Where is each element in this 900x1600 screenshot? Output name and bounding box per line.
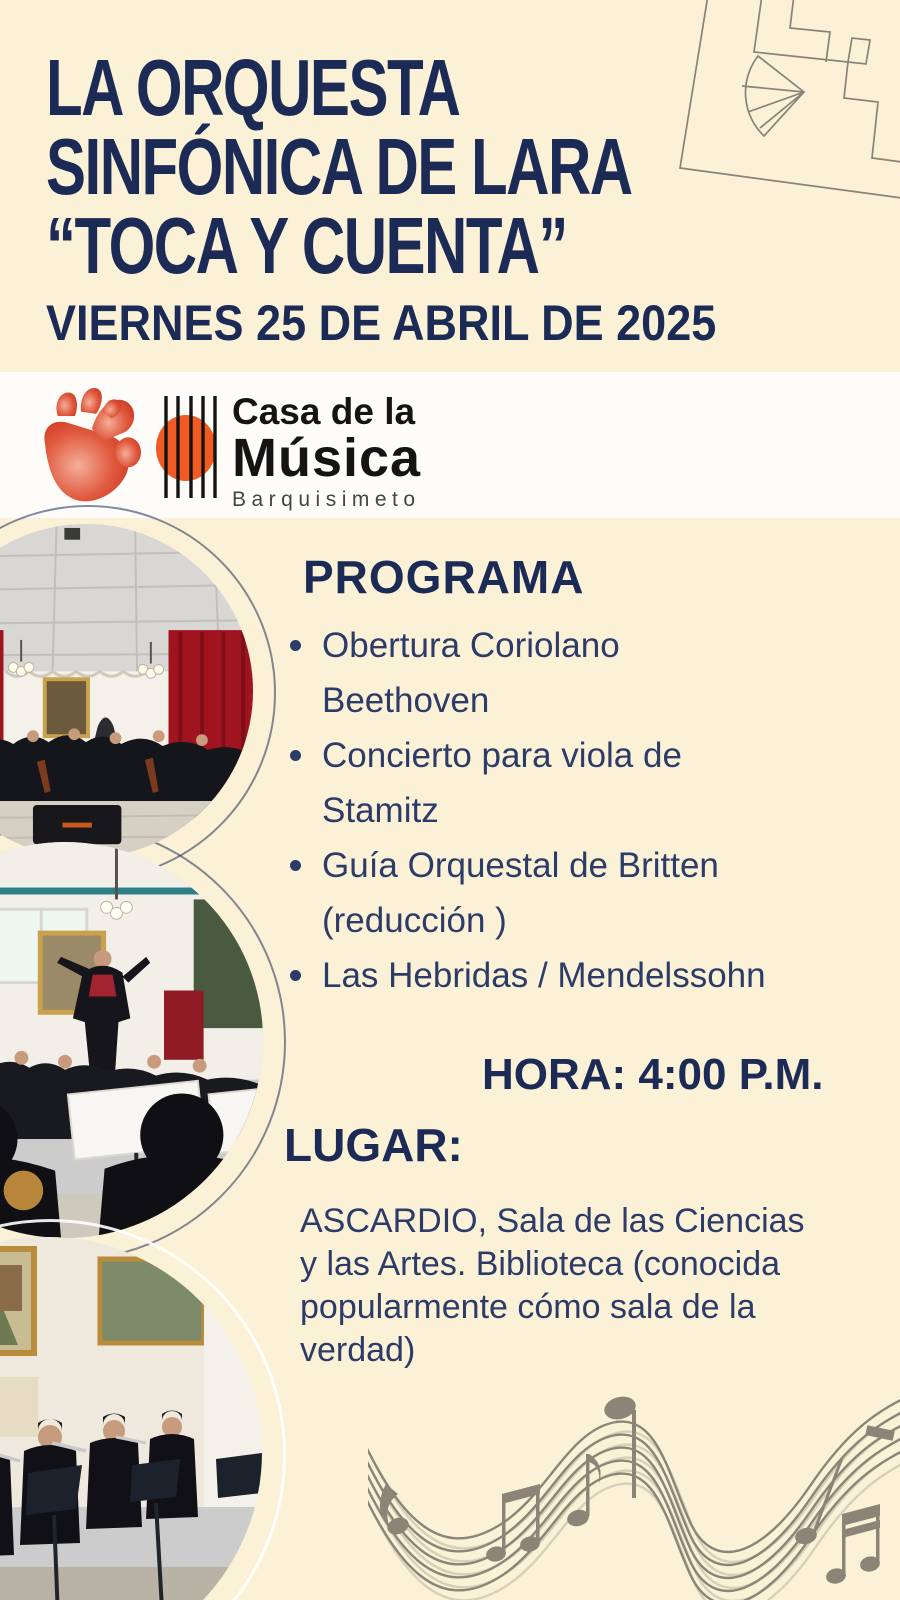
logo-wordmark [232, 392, 421, 514]
photo-orchestra-standing-illustration [0, 524, 253, 858]
program-item [288, 618, 808, 728]
guitar-strings-sound-hole-icon [156, 390, 228, 504]
program-item-line: Stamitz [322, 791, 439, 830]
title-line-3: “TOCA Y CUENTA” [46, 201, 567, 290]
place-line: ASCARDIO, Sala de las Ciencias [300, 1202, 805, 1240]
title-line-1: LA ORQUESTA [46, 43, 460, 132]
place-heading: LUGAR: [284, 1119, 463, 1171]
logo-line-musica: Música [232, 428, 422, 488]
photo-orchestra-standing [0, 524, 253, 858]
logo-line-casa-de-la: Casa de la [232, 391, 416, 432]
program-item [288, 948, 808, 1003]
program-item-line: (reducción ) [322, 901, 507, 940]
program-item-line: Guía Orquestal de Britten [322, 846, 719, 885]
event-date: VIERNES 25 DE ABRIL DE 2025 [46, 295, 717, 351]
title-line-2: SINFÓNICA DE LARA [46, 122, 632, 211]
program-list [288, 618, 808, 1003]
program-heading: PROGRAMA [303, 551, 585, 603]
photo-orchestra-conductor [0, 842, 263, 1238]
geometric-fan-ornament-icon [630, 0, 900, 210]
logo-line-barquisimeto: Barquisimeto [232, 488, 421, 511]
program-item-line: Beethoven [322, 681, 490, 720]
music-staff-wave-icon [368, 1366, 900, 1600]
place-line: popularmente cómo sala de la [300, 1288, 756, 1326]
program-item-line: Concierto para viola de [322, 736, 682, 775]
poster-title [46, 43, 632, 290]
place-line: verdad) [300, 1331, 416, 1369]
photo-orchestra-conductor-illustration [0, 842, 263, 1238]
place-description [300, 1200, 860, 1372]
program-item [288, 728, 808, 838]
program-item-line: Las Hebridas / Mendelssohn [322, 956, 766, 995]
photo-flute-section-illustration [0, 1237, 262, 1600]
anatomical-heart-icon [34, 384, 152, 512]
photo-flute-section [0, 1237, 262, 1600]
event-time: HORA: 4:00 P.M. [482, 1050, 824, 1099]
program-item [288, 838, 808, 948]
program-item-line: Obertura Coriolano [322, 626, 620, 665]
place-line: y las Artes. Biblioteca (conocida [300, 1245, 781, 1283]
